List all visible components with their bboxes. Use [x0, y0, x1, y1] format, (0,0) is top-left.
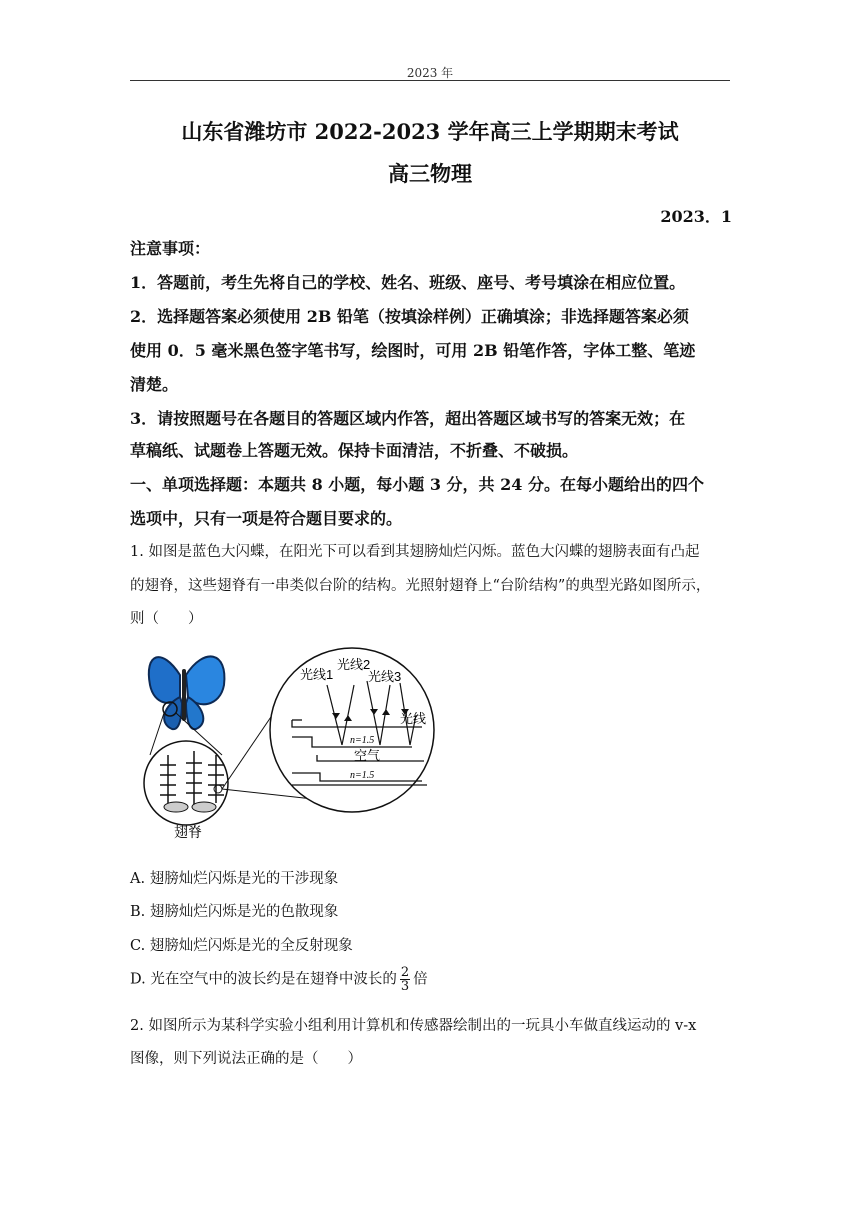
air-label: 空气: [354, 748, 381, 763]
fraction: $\frac{2}{3}$: [400, 965, 410, 994]
question-1-stem: 的翅脊，这些翅脊有一串类似台阶的结构。光照射翅脊上“台阶结构”的典型光路如图所示，: [130, 578, 711, 594]
question-1-stem: 1. 如图是蓝色大闪蝶，在阳光下可以看到其翅膀灿烂闪烁。蓝色大闪蝶的翅膀表面有凸起: [130, 544, 700, 560]
exam-title: 山东省潍坊市 2022-2023 学年高三上学期期末考试: [181, 119, 679, 144]
refractive-index-label-1: n=1.5: [350, 735, 375, 746]
section-heading: 一、单项选择题：本题共 8 小题，每小题 3 分，共 24 分。在每小题给出的四个: [130, 475, 704, 494]
notice-line: 清楚。: [130, 375, 179, 394]
exam-date: 2023．1: [660, 207, 732, 226]
header-divider: [130, 80, 730, 81]
notice-line: 3．请按照题号在各题目的答题区域内作答，超出答题区域书写的答案无效；在: [130, 409, 686, 428]
question-1-stem: 则（ ）: [130, 611, 203, 627]
option-d-suffix: 倍: [413, 971, 428, 988]
butterfly-figure: [142, 645, 442, 845]
refractive-index-label-2: n=1.5: [350, 770, 375, 781]
option-c: C. 翅膀灿烂闪烁是光的全反射现象: [130, 938, 353, 954]
question-2-stem: 图像，则下列说法正确的是（ ）: [130, 1051, 362, 1067]
option-d-text: D. 光在空气中的波长约是在翅脊中波长的: [130, 971, 397, 988]
option-d: [130, 966, 428, 993]
section-heading: 选项中，只有一项是符合题目要求的。: [130, 509, 403, 528]
option-b: B. 翅膀灿烂闪烁是光的色散现象: [130, 904, 339, 920]
butterfly-image: [149, 656, 225, 729]
ray-2-label: 光线2: [337, 657, 371, 672]
ray-label: 光线: [400, 711, 427, 726]
ray-3-label: 光线3: [368, 669, 402, 684]
light-path-diagram: [270, 648, 434, 812]
notice-line: 草稿纸、试题卷上答题无效。保持卡面清洁，不折叠、不破损。: [130, 441, 579, 460]
ray-1-label: 光线1: [300, 667, 334, 682]
option-a: A. 翅膀灿烂闪烁是光的干涉现象: [130, 871, 339, 887]
notice-line: 1．答题前，考生先将自己的学校、姓名、班级、座号、考号填涂在相应位置。: [130, 273, 686, 292]
ridge-closeup: [144, 741, 228, 840]
ridge-label: 翅脊: [174, 824, 202, 840]
question-2-stem: 2. 如图所示为某科学实验小组利用计算机和传感器绘制出的一玩具小车做直线运动的 v-x: [130, 1018, 697, 1034]
page-header: 2023 年: [406, 66, 454, 80]
notice-line: 使用 0．5 毫米黑色签字笔书写，绘图时，可用 2B 铅笔作答，字体工整、笔迹: [130, 341, 696, 360]
notice-heading: 注意事项：: [130, 239, 211, 258]
notice-line: 2．选择题答案必须使用 2B 铅笔（按填涂样例）正确填涂；非选择题答案必须: [130, 307, 689, 326]
subject-title: 高三物理: [388, 161, 472, 186]
